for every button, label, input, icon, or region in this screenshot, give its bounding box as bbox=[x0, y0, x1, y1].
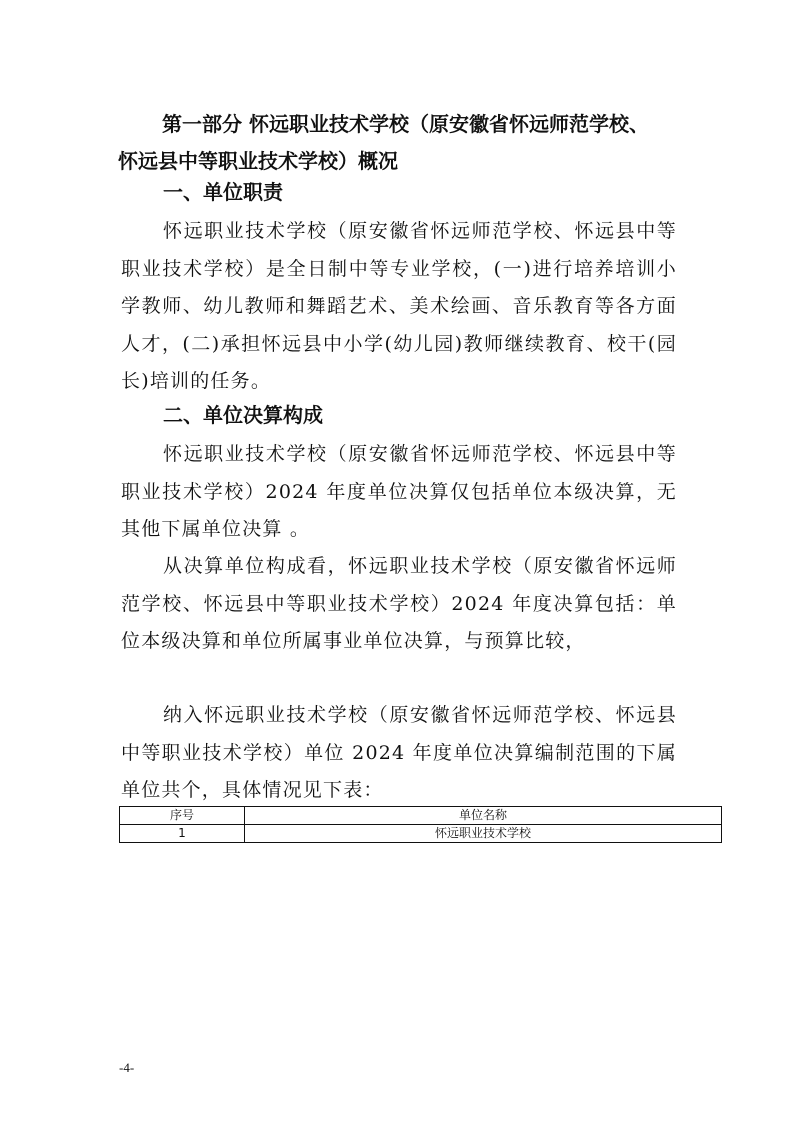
table-cell-unit-name: 怀远职业技术学校 bbox=[245, 825, 722, 843]
table-header-row bbox=[120, 807, 722, 825]
section-heading-responsibilities: 一、单位职责 bbox=[163, 180, 283, 204]
paragraph-responsibilities: 怀远职业技术学校（原安徽省怀远师范学校、怀远县中等职业技术学校）是全日制中等专业学校，(一)进行培养培训小学教师、幼儿教师和舞蹈艺术、美术绘画、音乐教育等各方面人才，(二)承担怀远县中小学(幼儿园)教师继续教育、校干(园长)培训的任务。 bbox=[121, 220, 677, 392]
unit-table bbox=[119, 806, 722, 843]
title-line-2: 怀远县中等职业技术学校）概况 bbox=[118, 149, 398, 173]
title-line-1: 第一部分 怀远职业技术学校（原安徽省怀远师范学校、 bbox=[162, 112, 649, 136]
table-row bbox=[120, 825, 722, 843]
page-number: -4- bbox=[119, 1060, 135, 1075]
table-header-unit-name: 单位名称 bbox=[245, 807, 722, 825]
paragraph-composition-2: 从决算单位构成看，怀远职业技术学校（原安徽省怀远师范学校、怀远县中等职业技术学校）2024 年度决算包括：单位本级决算和单位所属事业单位决算，与预算比较， bbox=[121, 555, 677, 652]
section-heading-composition: 二、单位决算构成 bbox=[163, 403, 323, 427]
table-cell-seq: 1 bbox=[120, 825, 245, 843]
table-header-seq: 序号 bbox=[120, 807, 245, 825]
page-title bbox=[118, 106, 693, 180]
paragraph-composition-1: 怀远职业技术学校（原安徽省怀远师范学校、怀远县中等职业技术学校）2024 年度单位决算仅包括单位本级决算，无其他下属单位决算 。 bbox=[121, 443, 677, 540]
paragraph-composition-3: 纳入怀远职业技术学校（原安徽省怀远师范学校、怀远县中等职业技术学校）单位 2024 年度单位决算编制范围的下属单位共个，具体情况见下表： bbox=[121, 704, 677, 801]
